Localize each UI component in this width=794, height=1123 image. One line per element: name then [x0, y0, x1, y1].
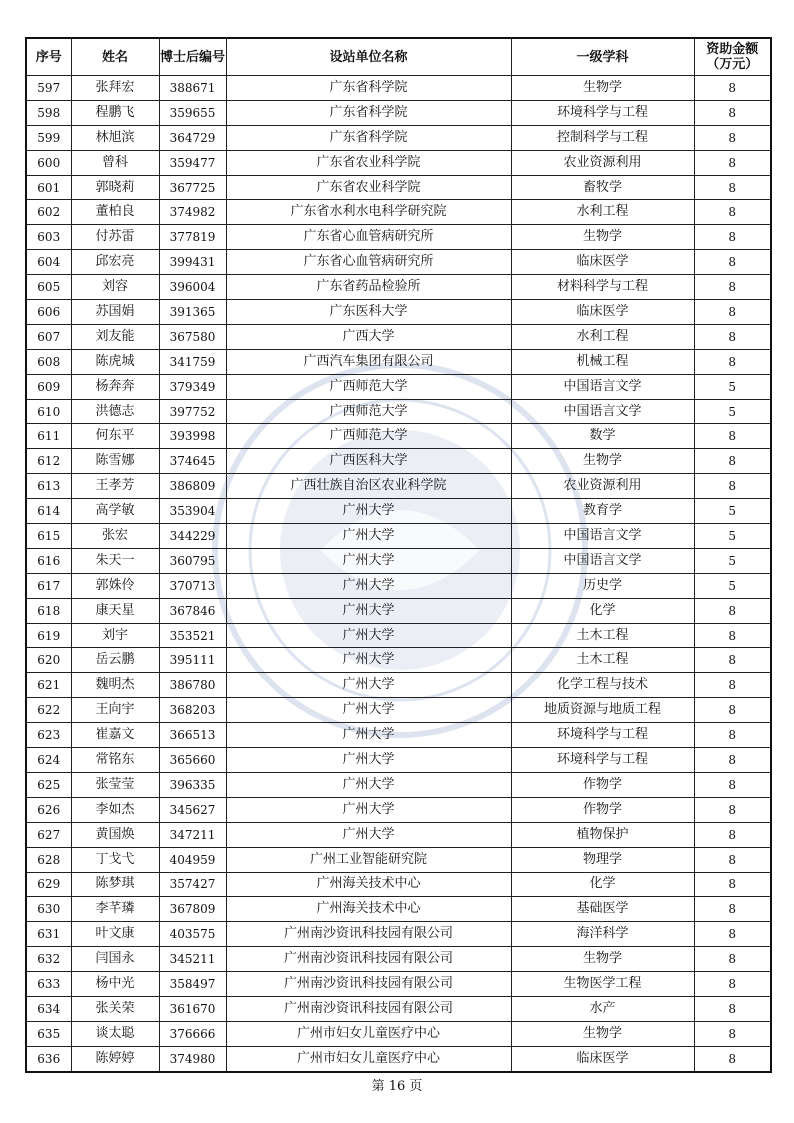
cell-institution: 广州大学: [226, 698, 511, 723]
table-row: [26, 374, 771, 399]
cell-institution: 广西大学: [226, 324, 511, 349]
cell-name: 陈虎城: [71, 349, 159, 374]
cell-postdoc-id: 396004: [159, 275, 226, 300]
cell-discipline: 农业资源利用: [511, 150, 694, 175]
cell-postdoc-id: 359655: [159, 100, 226, 125]
cell-discipline: 基础医学: [511, 897, 694, 922]
cell-discipline: 水利工程: [511, 324, 694, 349]
cell-institution: 广西师范大学: [226, 374, 511, 399]
cell-amount: 8: [694, 125, 771, 150]
table-row: [26, 772, 771, 797]
cell-postdoc-id: 366513: [159, 723, 226, 748]
header-name: 姓名: [71, 38, 159, 76]
table-row: [26, 449, 771, 474]
cell-institution: 广东省心血管病研究所: [226, 225, 511, 250]
cell-name: 谈太聪: [71, 1021, 159, 1046]
table-row: [26, 573, 771, 598]
cell-amount: 8: [694, 349, 771, 374]
cell-discipline: 生物学: [511, 76, 694, 101]
cell-discipline: 生物医学工程: [511, 972, 694, 997]
cell-name: 董柏良: [71, 200, 159, 225]
cell-postdoc-id: 395111: [159, 648, 226, 673]
cell-discipline: 中国语言文学: [511, 548, 694, 573]
cell-name: 郭晓莉: [71, 175, 159, 200]
table-row: [26, 349, 771, 374]
cell-name: 常铭东: [71, 748, 159, 773]
cell-institution: 广州大学: [226, 822, 511, 847]
cell-amount: 5: [694, 548, 771, 573]
table-row: [26, 499, 771, 524]
cell-name: 张拜宏: [71, 76, 159, 101]
cell-postdoc-id: 397752: [159, 399, 226, 424]
header-seq: 序号: [26, 38, 71, 76]
cell-name: 叶文康: [71, 922, 159, 947]
cell-seq: 597: [26, 76, 71, 101]
cell-name: 魏明杰: [71, 673, 159, 698]
cell-name: 朱天一: [71, 548, 159, 573]
cell-institution: 广州大学: [226, 673, 511, 698]
cell-institution: 广东省心血管病研究所: [226, 250, 511, 275]
cell-name: 苏国娟: [71, 300, 159, 325]
cell-institution: 广西师范大学: [226, 424, 511, 449]
cell-institution: 广州大学: [226, 748, 511, 773]
cell-institution: 广州大学: [226, 648, 511, 673]
cell-name: 林旭滨: [71, 125, 159, 150]
cell-amount: 8: [694, 772, 771, 797]
cell-postdoc-id: 374645: [159, 449, 226, 474]
cell-amount: 5: [694, 524, 771, 549]
cell-postdoc-id: 368203: [159, 698, 226, 723]
cell-postdoc-id: 367846: [159, 598, 226, 623]
cell-seq: 625: [26, 772, 71, 797]
cell-name: 李芊璘: [71, 897, 159, 922]
cell-discipline: 水利工程: [511, 200, 694, 225]
table-row: [26, 1021, 771, 1046]
cell-seq: 616: [26, 548, 71, 573]
cell-name: 程鹏飞: [71, 100, 159, 125]
cell-seq: 630: [26, 897, 71, 922]
cell-amount: 5: [694, 399, 771, 424]
cell-amount: 8: [694, 947, 771, 972]
cell-name: 张莹莹: [71, 772, 159, 797]
cell-discipline: 化学工程与技术: [511, 673, 694, 698]
cell-institution: 广西壮族自治区农业科学院: [226, 474, 511, 499]
cell-institution: 广州市妇女儿童医疗中心: [226, 1021, 511, 1046]
cell-postdoc-id: 353904: [159, 499, 226, 524]
cell-institution: 广州大学: [226, 524, 511, 549]
table-row: [26, 175, 771, 200]
cell-name: 张宏: [71, 524, 159, 549]
cell-institution: 广东医科大学: [226, 300, 511, 325]
cell-postdoc-id: 365660: [159, 748, 226, 773]
table-row: [26, 524, 771, 549]
cell-name: 何东平: [71, 424, 159, 449]
table-row: [26, 324, 771, 349]
cell-amount: 5: [694, 374, 771, 399]
cell-postdoc-id: 353521: [159, 623, 226, 648]
cell-seq: 626: [26, 797, 71, 822]
cell-institution: 广东省科学院: [226, 100, 511, 125]
cell-amount: 8: [694, 1046, 771, 1071]
cell-seq: 598: [26, 100, 71, 125]
cell-seq: 634: [26, 996, 71, 1021]
cell-seq: 601: [26, 175, 71, 200]
cell-name: 刘友能: [71, 324, 159, 349]
table-row: [26, 125, 771, 150]
cell-seq: 599: [26, 125, 71, 150]
table-row: [26, 872, 771, 897]
cell-seq: 607: [26, 324, 71, 349]
cell-discipline: 作物学: [511, 797, 694, 822]
cell-discipline: 农业资源利用: [511, 474, 694, 499]
cell-discipline: 数学: [511, 424, 694, 449]
cell-amount: 8: [694, 648, 771, 673]
cell-postdoc-id: 367809: [159, 897, 226, 922]
cell-seq: 606: [26, 300, 71, 325]
cell-amount: 8: [694, 922, 771, 947]
cell-seq: 632: [26, 947, 71, 972]
table-row: [26, 76, 771, 101]
cell-discipline: 植物保护: [511, 822, 694, 847]
table-body: [26, 76, 771, 1072]
table-row: [26, 200, 771, 225]
cell-institution: 广西汽车集团有限公司: [226, 349, 511, 374]
table-row: [26, 424, 771, 449]
cell-name: 王向宇: [71, 698, 159, 723]
cell-postdoc-id: 357427: [159, 872, 226, 897]
cell-institution: 广州大学: [226, 723, 511, 748]
table-row: [26, 225, 771, 250]
cell-postdoc-id: 358497: [159, 972, 226, 997]
cell-postdoc-id: 345211: [159, 947, 226, 972]
cell-institution: 广州大学: [226, 499, 511, 524]
cell-name: 王孝芳: [71, 474, 159, 499]
cell-postdoc-id: 361670: [159, 996, 226, 1021]
cell-seq: 635: [26, 1021, 71, 1046]
cell-name: 陈婷婷: [71, 1046, 159, 1071]
cell-seq: 618: [26, 598, 71, 623]
table-row: [26, 150, 771, 175]
cell-name: 刘容: [71, 275, 159, 300]
cell-discipline: 控制科学与工程: [511, 125, 694, 150]
cell-institution: 广州大学: [226, 548, 511, 573]
cell-discipline: 临床医学: [511, 300, 694, 325]
cell-amount: 8: [694, 623, 771, 648]
table-row: [26, 847, 771, 872]
cell-name: 付苏雷: [71, 225, 159, 250]
cell-postdoc-id: 374982: [159, 200, 226, 225]
cell-discipline: 中国语言文学: [511, 399, 694, 424]
table-row: [26, 723, 771, 748]
header-amount: 资助金额（万元）: [694, 38, 771, 76]
cell-institution: 广州大学: [226, 772, 511, 797]
table-row: [26, 748, 771, 773]
cell-seq: 620: [26, 648, 71, 673]
cell-institution: 广东省农业科学院: [226, 150, 511, 175]
cell-amount: 8: [694, 1021, 771, 1046]
cell-postdoc-id: 386780: [159, 673, 226, 698]
table-row: [26, 972, 771, 997]
cell-seq: 628: [26, 847, 71, 872]
cell-amount: 8: [694, 897, 771, 922]
cell-discipline: 作物学: [511, 772, 694, 797]
cell-discipline: 中国语言文学: [511, 374, 694, 399]
table-row: [26, 698, 771, 723]
cell-amount: 8: [694, 175, 771, 200]
cell-amount: 8: [694, 250, 771, 275]
cell-name: 丁戈弋: [71, 847, 159, 872]
cell-discipline: 化学: [511, 598, 694, 623]
cell-amount: 8: [694, 275, 771, 300]
cell-discipline: 生物学: [511, 449, 694, 474]
cell-amount: 8: [694, 324, 771, 349]
cell-name: 陈梦琪: [71, 872, 159, 897]
cell-institution: 广西医科大学: [226, 449, 511, 474]
cell-amount: 8: [694, 76, 771, 101]
cell-name: 杨中光: [71, 972, 159, 997]
cell-postdoc-id: 374980: [159, 1046, 226, 1071]
cell-amount: 5: [694, 499, 771, 524]
cell-institution: 广州南沙资讯科技园有限公司: [226, 922, 511, 947]
cell-amount: 8: [694, 748, 771, 773]
cell-seq: 617: [26, 573, 71, 598]
cell-amount: 8: [694, 822, 771, 847]
cell-discipline: 海洋科学: [511, 922, 694, 947]
cell-postdoc-id: 379349: [159, 374, 226, 399]
cell-seq: 602: [26, 200, 71, 225]
cell-institution: 广州南沙资讯科技园有限公司: [226, 972, 511, 997]
table-row: [26, 548, 771, 573]
cell-name: 高学敏: [71, 499, 159, 524]
cell-postdoc-id: 393998: [159, 424, 226, 449]
cell-amount: 8: [694, 847, 771, 872]
cell-postdoc-id: 347211: [159, 822, 226, 847]
cell-name: 邱宏亮: [71, 250, 159, 275]
cell-institution: 广东省科学院: [226, 125, 511, 150]
cell-institution: 广州大学: [226, 598, 511, 623]
cell-discipline: 土木工程: [511, 648, 694, 673]
cell-discipline: 历史学: [511, 573, 694, 598]
cell-discipline: 畜牧学: [511, 175, 694, 200]
cell-discipline: 环境科学与工程: [511, 100, 694, 125]
cell-name: 陈雪娜: [71, 449, 159, 474]
cell-discipline: 机械工程: [511, 349, 694, 374]
cell-postdoc-id: 377819: [159, 225, 226, 250]
cell-postdoc-id: 391365: [159, 300, 226, 325]
cell-seq: 612: [26, 449, 71, 474]
cell-seq: 604: [26, 250, 71, 275]
table-row: [26, 275, 771, 300]
cell-seq: 608: [26, 349, 71, 374]
cell-name: 康天星: [71, 598, 159, 623]
table-row: [26, 1046, 771, 1071]
cell-name: 岳云鹏: [71, 648, 159, 673]
cell-seq: 611: [26, 424, 71, 449]
cell-postdoc-id: 370713: [159, 573, 226, 598]
cell-discipline: 中国语言文学: [511, 524, 694, 549]
cell-discipline: 水产: [511, 996, 694, 1021]
cell-amount: 8: [694, 100, 771, 125]
table-row: [26, 947, 771, 972]
table-row: [26, 922, 771, 947]
table-row: [26, 100, 771, 125]
cell-amount: 8: [694, 449, 771, 474]
cell-postdoc-id: 388671: [159, 76, 226, 101]
table-row: [26, 399, 771, 424]
cell-institution: 广州大学: [226, 573, 511, 598]
funding-roster-table: [25, 37, 772, 1073]
cell-institution: 广东省水利水电科学研究院: [226, 200, 511, 225]
cell-institution: 广东省科学院: [226, 76, 511, 101]
cell-discipline: 物理学: [511, 847, 694, 872]
cell-discipline: 环境科学与工程: [511, 748, 694, 773]
cell-postdoc-id: 359477: [159, 150, 226, 175]
cell-amount: 8: [694, 996, 771, 1021]
cell-discipline: 临床医学: [511, 250, 694, 275]
cell-amount: 8: [694, 598, 771, 623]
cell-institution: 广东省药品检验所: [226, 275, 511, 300]
cell-discipline: 化学: [511, 872, 694, 897]
cell-name: 洪德志: [71, 399, 159, 424]
cell-postdoc-id: 364729: [159, 125, 226, 150]
cell-seq: 603: [26, 225, 71, 250]
cell-name: 刘宇: [71, 623, 159, 648]
cell-seq: 623: [26, 723, 71, 748]
cell-amount: 8: [694, 300, 771, 325]
header-institution: 设站单位名称: [226, 38, 511, 76]
table-row: [26, 250, 771, 275]
cell-institution: 广州工业智能研究院: [226, 847, 511, 872]
cell-institution: 广西师范大学: [226, 399, 511, 424]
header-discipline: 一级学科: [511, 38, 694, 76]
cell-seq: 633: [26, 972, 71, 997]
cell-postdoc-id: 360795: [159, 548, 226, 573]
cell-name: 郭姝伶: [71, 573, 159, 598]
cell-discipline: 材料科学与工程: [511, 275, 694, 300]
cell-seq: 614: [26, 499, 71, 524]
cell-name: 杨奔奔: [71, 374, 159, 399]
cell-institution: 广州南沙资讯科技园有限公司: [226, 996, 511, 1021]
cell-postdoc-id: 341759: [159, 349, 226, 374]
cell-amount: 8: [694, 723, 771, 748]
table-row: [26, 474, 771, 499]
cell-amount: 8: [694, 797, 771, 822]
table-row: [26, 598, 771, 623]
cell-name: 闫国永: [71, 947, 159, 972]
cell-postdoc-id: 367580: [159, 324, 226, 349]
cell-seq: 600: [26, 150, 71, 175]
table-row: [26, 623, 771, 648]
cell-postdoc-id: 403575: [159, 922, 226, 947]
cell-amount: 8: [694, 972, 771, 997]
cell-name: 黄国焕: [71, 822, 159, 847]
table-header-row: [26, 38, 771, 76]
cell-discipline: 地质资源与地质工程: [511, 698, 694, 723]
cell-seq: 609: [26, 374, 71, 399]
cell-seq: 615: [26, 524, 71, 549]
table-row: [26, 996, 771, 1021]
cell-seq: 605: [26, 275, 71, 300]
cell-postdoc-id: 399431: [159, 250, 226, 275]
cell-amount: 8: [694, 698, 771, 723]
cell-amount: 8: [694, 872, 771, 897]
cell-postdoc-id: 345627: [159, 797, 226, 822]
cell-discipline: 环境科学与工程: [511, 723, 694, 748]
cell-seq: 613: [26, 474, 71, 499]
cell-name: 曾科: [71, 150, 159, 175]
cell-amount: 8: [694, 673, 771, 698]
cell-institution: 广州大学: [226, 623, 511, 648]
cell-postdoc-id: 386809: [159, 474, 226, 499]
cell-seq: 622: [26, 698, 71, 723]
cell-institution: 广州海关技术中心: [226, 897, 511, 922]
cell-discipline: 土木工程: [511, 623, 694, 648]
cell-postdoc-id: 367725: [159, 175, 226, 200]
page-number: 第 16 页: [371, 1079, 423, 1094]
table-row: [26, 822, 771, 847]
cell-institution: 广东省农业科学院: [226, 175, 511, 200]
table-row: [26, 300, 771, 325]
cell-name: 张关荣: [71, 996, 159, 1021]
table-row: [26, 673, 771, 698]
cell-discipline: 教育学: [511, 499, 694, 524]
cell-amount: 8: [694, 424, 771, 449]
cell-amount: 8: [694, 200, 771, 225]
cell-discipline: 生物学: [511, 947, 694, 972]
cell-institution: 广州海关技术中心: [226, 872, 511, 897]
cell-seq: 624: [26, 748, 71, 773]
cell-amount: 8: [694, 225, 771, 250]
cell-name: 李如杰: [71, 797, 159, 822]
cell-discipline: 生物学: [511, 1021, 694, 1046]
header-postdoc-id: 博士后编号: [159, 38, 226, 76]
cell-postdoc-id: 376666: [159, 1021, 226, 1046]
cell-seq: 621: [26, 673, 71, 698]
cell-postdoc-id: 396335: [159, 772, 226, 797]
cell-discipline: 临床医学: [511, 1046, 694, 1071]
cell-amount: 5: [694, 573, 771, 598]
cell-institution: 广州南沙资讯科技园有限公司: [226, 947, 511, 972]
cell-amount: 8: [694, 150, 771, 175]
cell-seq: 636: [26, 1046, 71, 1071]
cell-postdoc-id: 404959: [159, 847, 226, 872]
cell-seq: 610: [26, 399, 71, 424]
cell-seq: 631: [26, 922, 71, 947]
table-row: [26, 897, 771, 922]
cell-name: 崔嘉文: [71, 723, 159, 748]
table-row: [26, 797, 771, 822]
cell-seq: 629: [26, 872, 71, 897]
cell-institution: 广州大学: [226, 797, 511, 822]
table-row: [26, 648, 771, 673]
cell-seq: 627: [26, 822, 71, 847]
cell-amount: 8: [694, 474, 771, 499]
cell-institution: 广州市妇女儿童医疗中心: [226, 1046, 511, 1071]
cell-postdoc-id: 344229: [159, 524, 226, 549]
cell-seq: 619: [26, 623, 71, 648]
cell-discipline: 生物学: [511, 225, 694, 250]
